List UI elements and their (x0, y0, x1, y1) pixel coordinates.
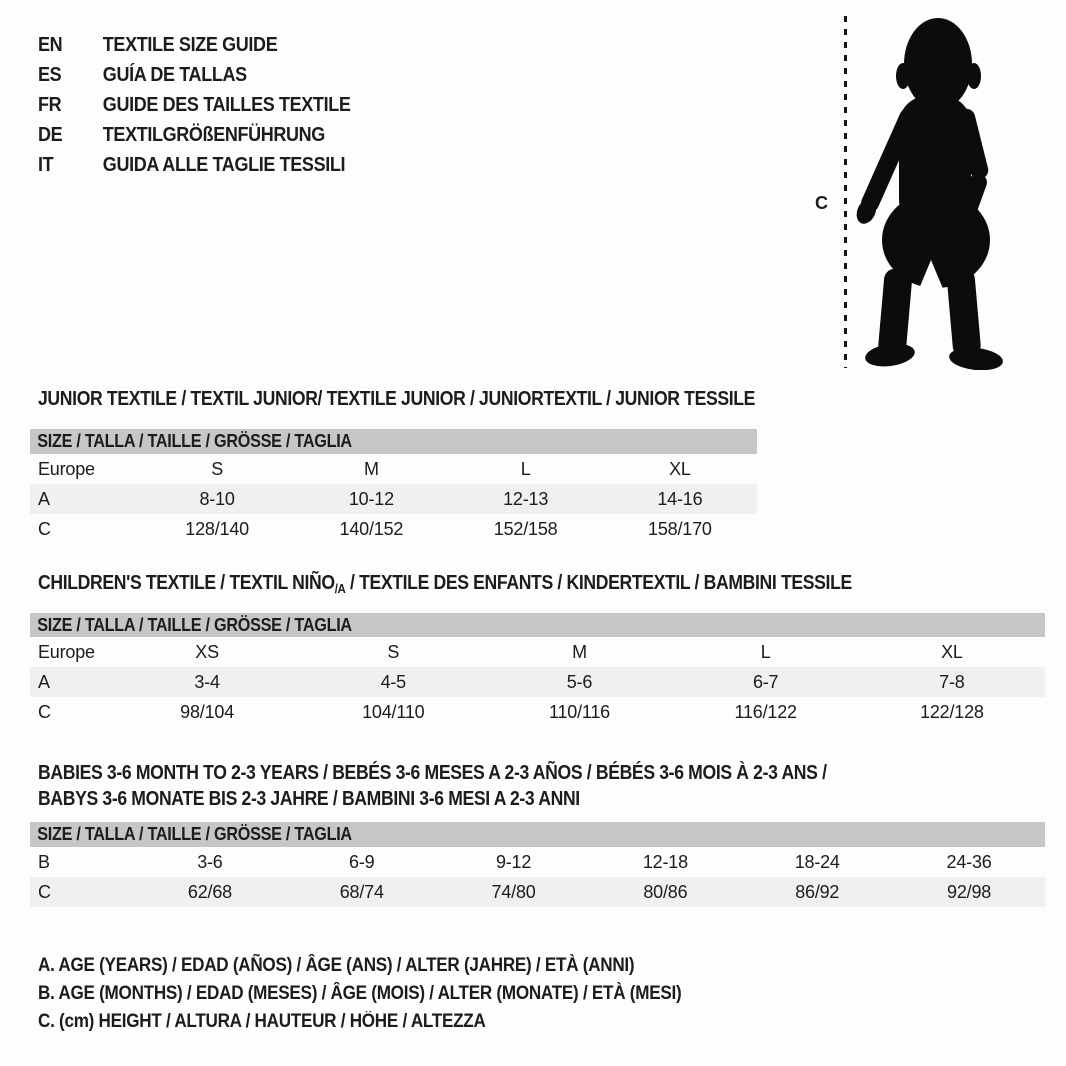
cell: 80/86 (589, 877, 741, 907)
cell: 18-24 (794, 851, 840, 872)
cell: 7-8 (859, 667, 1045, 697)
cell: XL (669, 458, 691, 479)
cell: 98/104 (180, 701, 235, 722)
cell: 9-12 (495, 851, 532, 872)
cell: 152/158 (493, 518, 558, 539)
cell: 158/170 (648, 518, 712, 539)
row-label: C (30, 877, 134, 907)
table-row-age (30, 667, 1045, 697)
cell: 128/140 (185, 518, 249, 539)
children-title-subscript: /A (334, 581, 346, 596)
height-measure-label: C (815, 193, 828, 213)
language-code: ES (38, 63, 62, 86)
measure-legend (38, 952, 753, 1036)
junior-size-header-bar (30, 429, 757, 454)
size-header-label: SIZE / TALLA / TAILLE / GRÖSSE / TAGLIA (37, 614, 352, 635)
children-table-title (38, 572, 852, 595)
babies-size-table (30, 847, 1045, 907)
cell: 3-6 (197, 851, 223, 872)
guide-title-es: GUÍA DE TALLAS (102, 63, 247, 86)
cell: S (387, 641, 400, 662)
cell: XL (941, 641, 963, 662)
row-label: A (30, 667, 114, 697)
table-row-europe (30, 637, 1045, 667)
height-measure-dashed-line (844, 16, 847, 368)
legend-line-a: A. AGE (YEARS) / EDAD (AÑOS) / ÂGE (ANS) / ALTER (JAHRE) / ETÀ (ANNI) (38, 955, 635, 976)
cell: XS (195, 641, 219, 662)
language-row-de (38, 120, 350, 150)
cell: M (363, 458, 379, 479)
table-row-height (30, 514, 757, 544)
cell: 8-10 (140, 484, 294, 514)
babies-table-title (38, 760, 827, 812)
row-label: B (38, 851, 50, 872)
guide-title-en: TEXTILE SIZE GUIDE (102, 33, 278, 56)
language-code: FR (38, 93, 62, 116)
toddler-silhouette (852, 14, 1008, 370)
cell: 104/110 (362, 701, 425, 722)
table-row-height (30, 877, 1045, 907)
babies-title-line2: BABYS 3-6 MONATE BIS 2-3 JAHRE / BAMBINI 3-6 MESI A 2-3 ANNI (38, 788, 580, 810)
guide-title-de: TEXTILGRÖßENFÜHRUNG (102, 123, 325, 146)
row-label: A (30, 484, 140, 514)
cell: 10-12 (294, 484, 448, 514)
legend-line-b: B. AGE (MONTHS) / EDAD (MESES) / ÂGE (MOIS) / ALTER (MONATE) / ETÀ (MESI) (38, 983, 682, 1004)
language-row-en (38, 30, 350, 60)
cell: 140/152 (339, 518, 404, 539)
language-row-fr (38, 90, 350, 120)
row-label: Europe (38, 458, 95, 479)
cell: 6-9 (349, 851, 375, 872)
cell: L (520, 458, 531, 479)
cell: 74/80 (438, 877, 590, 907)
children-size-header-bar (30, 613, 1045, 637)
cell: 110/116 (548, 701, 610, 722)
size-header-label: SIZE / TALLA / TAILLE / GRÖSSE / TAGLIA (37, 824, 352, 844)
cell: 122/128 (920, 701, 984, 722)
children-title-pre: CHILDREN'S TEXTILE / TEXTIL NIÑO (38, 572, 335, 594)
cell: 68/74 (286, 877, 438, 907)
cell: 86/92 (741, 877, 893, 907)
cell: L (760, 641, 771, 662)
table-row-height (30, 697, 1045, 727)
table-row-age-months (30, 847, 1045, 877)
cell: 92/98 (893, 877, 1045, 907)
junior-size-table (30, 454, 757, 544)
language-title-list (38, 30, 385, 180)
cell: 6-7 (673, 667, 859, 697)
language-code: IT (38, 153, 54, 176)
cell: 3-4 (114, 667, 300, 697)
language-code: EN (38, 33, 63, 56)
row-label: Europe (38, 641, 95, 662)
cell: 5-6 (486, 667, 672, 697)
size-header-label: SIZE / TALLA / TAILLE / GRÖSSE / TAGLIA (37, 431, 352, 451)
children-size-table (30, 637, 1045, 727)
language-row-it (38, 150, 350, 180)
legend-line-c: C. (cm) HEIGHT / ALTURA / HAUTEUR / HÖHE / ALTEZZA (38, 1011, 486, 1032)
babies-title-line1: BABIES 3-6 MONTH TO 2-3 YEARS / BEBÉS 3-6 MESES A 2-3 AÑOS / BÉBÉS 3-6 MOIS À 2-3 ANS / (38, 762, 827, 784)
cell: 62/68 (134, 877, 286, 907)
language-row-es (38, 60, 350, 90)
guide-title-it: GUIDA ALLE TAGLIE TESSILI (102, 153, 346, 176)
table-row-age (30, 484, 757, 514)
babies-size-header-bar (30, 822, 1045, 847)
row-label: C (38, 518, 51, 539)
junior-table-title: JUNIOR TEXTILE / TEXTIL JUNIOR/ TEXTILE JUNIOR / JUNIORTEXTIL / JUNIOR TESSILE (38, 388, 756, 410)
table-row-europe (30, 454, 757, 484)
cell: 24-36 (946, 851, 992, 872)
cell: S (211, 458, 224, 479)
children-title-post: / TEXTILE DES ENFANTS / KINDERTEXTIL / BAMBINI TESSILE (345, 572, 852, 594)
guide-title-fr: GUIDE DES TAILLES TEXTILE (102, 93, 351, 116)
cell: M (572, 641, 587, 662)
cell: 14-16 (603, 484, 757, 514)
cell: 4-5 (300, 667, 486, 697)
cell: 12-13 (449, 484, 603, 514)
row-label: C (38, 701, 51, 722)
language-code: DE (38, 123, 63, 146)
cell: 12-18 (642, 851, 688, 872)
cell: 116/122 (734, 701, 797, 722)
